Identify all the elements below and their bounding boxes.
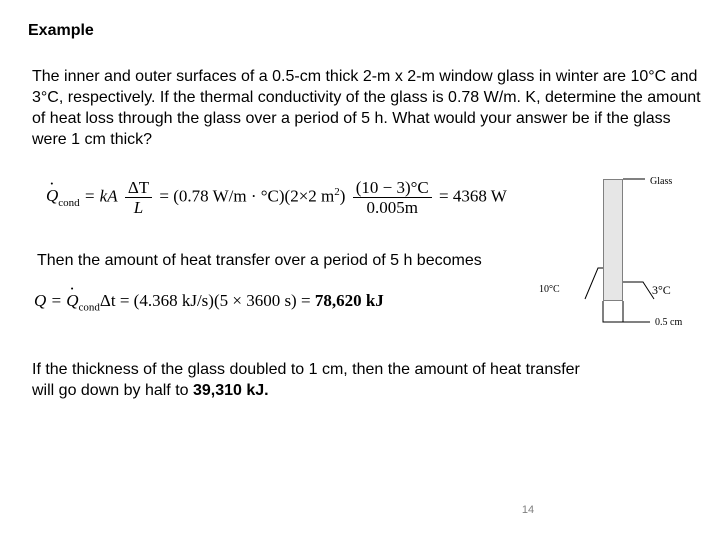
outer-temp-label: 3°C [652,283,671,297]
thickness-label: 0.5 cm [655,317,683,328]
glass-label: Glass [650,176,673,187]
eq1-term2-sup: 2 [334,185,340,198]
inner-temp-label: 10°C [539,284,560,295]
conclusion-value: 39,310 kJ. [192,382,269,399]
eq1-result: = 4368 W [439,186,507,206]
eq1-frac2-numerator: (10 − 3)°C [353,178,432,198]
eq1-frac2-denominator: 0.005m [366,198,418,217]
problem-statement: The inner and outer surfaces of a 0.5-cm thick 2-m x 2-m window glass in winter are 10°C and 3°C, respectively. If the thermal conductivity of the glass is 0.78 W/m. K, determine the amount of heat loss through the glass over a period of 5 h. What would your answer be if the glass were 1 cm thick? [32,68,701,148]
eq2-q-symbol: · Q [66,291,78,310]
eq1-frac1-numerator: ΔT [125,178,152,198]
eq2-term1: Δt = (4.368 kJ/s)(5 × 3600 s) = [99,291,311,310]
eq1-lhs-sub: cond [58,196,80,209]
eq1-term2: = (0.78 W/m · °C)(2×2 m [159,186,335,206]
eq1-term1: = kA [83,186,118,206]
conclusion-prefix: If the thickness of the glass doubled to 1 cm, then the amount of heat transfer will go down by half to [32,361,580,399]
eq1-lhs: · Q [46,186,58,205]
eq2-result: 78,620 kJ [314,291,384,310]
slide-heading: Example [28,22,94,39]
eq2-q-sub: cond [78,301,100,314]
eq1-frac1-denominator: L [133,198,144,217]
heat-transfer-sentence: Then the amount of heat transfer over a period of 5 h becomes [37,252,482,269]
eq2-lhs: Q = [34,291,62,310]
page-number: 14 [521,504,535,516]
eq1-term2-end: ) [339,186,346,206]
